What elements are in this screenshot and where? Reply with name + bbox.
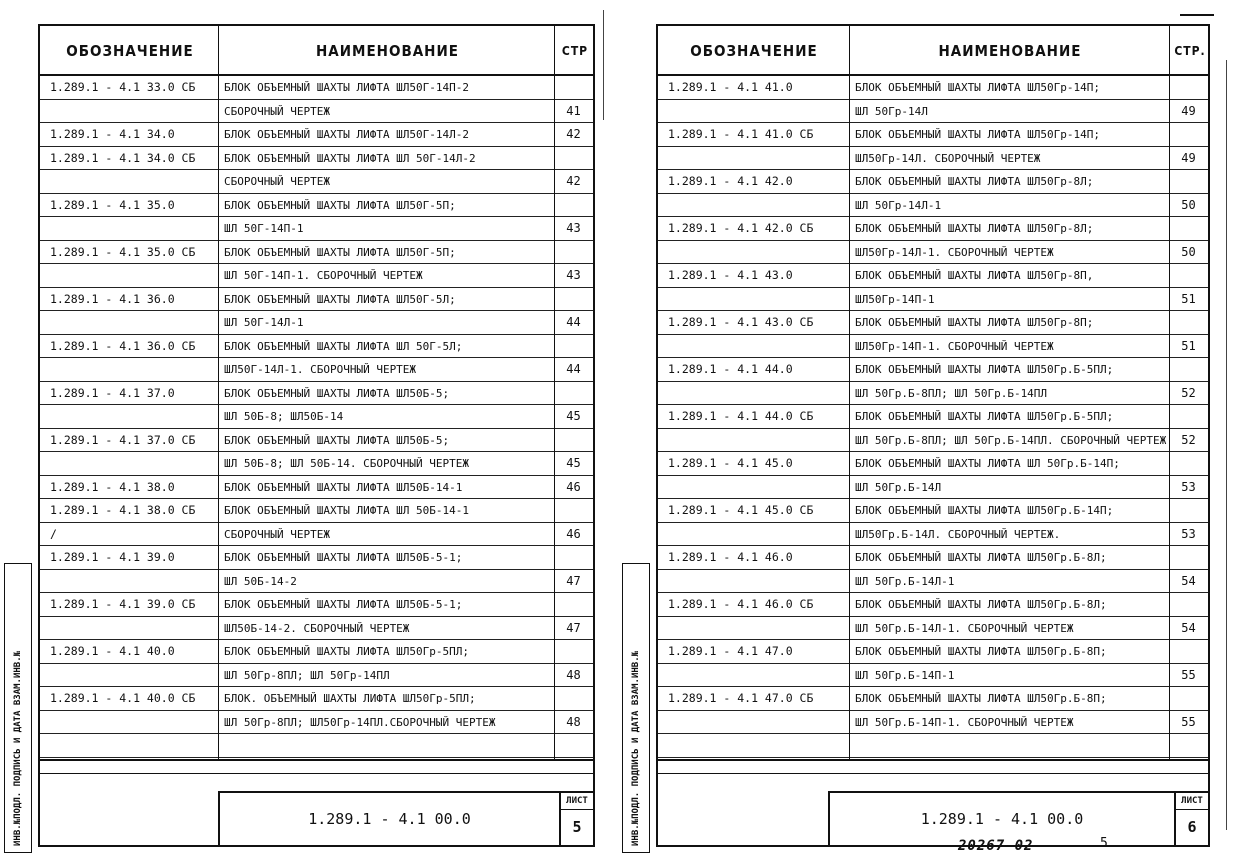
cell-page bbox=[1169, 76, 1208, 99]
cell-designation: 1.289.1 - 4.1 44.0 bbox=[668, 362, 793, 376]
cell-name: БЛОК ОБЪЕМНЫЙ ШАХТЫ ЛИФТА ШЛ50Гр-8П; bbox=[855, 316, 1094, 329]
title-block bbox=[40, 759, 593, 845]
table-row bbox=[658, 546, 1208, 570]
cell-page bbox=[1169, 358, 1208, 381]
title-block-sheet bbox=[559, 791, 593, 845]
title-block-line bbox=[40, 773, 593, 774]
table-row bbox=[658, 311, 1208, 335]
table-row bbox=[40, 570, 593, 594]
cell-designation: 1.289.1 - 4.1 34.0 СБ bbox=[50, 150, 196, 165]
table-row bbox=[40, 405, 593, 429]
table-row bbox=[40, 335, 593, 359]
cell-page: 42 bbox=[566, 127, 581, 141]
table-row bbox=[40, 264, 593, 288]
cell-designation: 1.289.1 - 4.1 46.0 СБ bbox=[668, 597, 814, 611]
cell-page: 50 bbox=[1181, 197, 1196, 212]
archive-number: 20267-02 bbox=[958, 838, 1034, 854]
cell-page: 45 bbox=[566, 456, 581, 470]
cell-page: 53 bbox=[1181, 526, 1196, 541]
cell-name: СБОРОЧНЫЙ ЧЕРТЕЖ bbox=[224, 527, 330, 541]
cell-name: БЛОК ОБЪЕМНЫЙ ШАХТЫ ЛИФТА ШЛ50Гр.Б-14П; bbox=[855, 504, 1114, 517]
title-block-document: 1.289.1 - 4.1 00.0 bbox=[828, 791, 1174, 845]
table-row bbox=[658, 123, 1208, 147]
cell-designation: 1.289.1 - 4.1 35.0 СБ bbox=[50, 244, 196, 259]
table-row bbox=[658, 640, 1208, 664]
table-row bbox=[40, 358, 593, 382]
cell-page: 54 bbox=[1181, 573, 1196, 588]
title-block bbox=[658, 759, 1208, 845]
table-row bbox=[40, 523, 593, 547]
cell-page: 43 bbox=[566, 221, 581, 235]
cell-designation bbox=[658, 711, 849, 734]
cell-name: ШЛ 50Гр.Б-14П-1. СБОРОЧНЫЙ ЧЕРТЕЖ bbox=[855, 715, 1074, 729]
cell-page bbox=[554, 734, 593, 757]
cell-name: ШЛ 50Г-14П-1. СБОРОЧНЫЙ ЧЕРТЕЖ bbox=[224, 269, 423, 282]
table-row bbox=[658, 523, 1208, 547]
table-row bbox=[40, 217, 593, 241]
table-row bbox=[40, 76, 593, 100]
cell-page bbox=[554, 76, 593, 99]
cell-name: ШЛ 50Б-8; ШЛ 50Б-14. СБОРОЧНЫЙ ЧЕРТЕЖ bbox=[224, 457, 470, 470]
table-row bbox=[658, 147, 1208, 171]
cell-designation: 1.289.1 - 4.1 37.0 СБ bbox=[50, 432, 196, 447]
cell-name: БЛОК ОБЪЕМНЫЙ ШАХТЫ ЛИФТА ШЛ50Гр.Б-8Л; bbox=[855, 598, 1107, 611]
cell-designation bbox=[658, 382, 849, 405]
cell-designation: 1.289.1 - 4.1 39.0 СБ bbox=[50, 597, 196, 611]
title-block-line bbox=[658, 773, 1208, 774]
cell-name: БЛОК ОБЪЕМНЫЙ ШАХТЫ ЛИФТА ШЛ50Б-14-1 bbox=[224, 480, 463, 494]
table-row bbox=[40, 194, 593, 218]
cell-page bbox=[554, 640, 593, 663]
column-divider bbox=[218, 26, 219, 759]
cell-page: 55 bbox=[1181, 714, 1196, 729]
table-row bbox=[40, 241, 593, 265]
cell-name: СБОРОЧНЫЙ ЧЕРТЕЖ bbox=[224, 175, 330, 188]
cell-name: БЛОК. ОБЪЕМНЫЙ ШАХТЫ ЛИФТА ШЛ50Гр-5ПЛ; bbox=[224, 692, 476, 705]
cell-page: 46 bbox=[566, 526, 581, 541]
table-row bbox=[658, 405, 1208, 429]
cell-page bbox=[1169, 264, 1208, 287]
cell-designation: 1.289.1 - 4.1 33.0 СБ bbox=[50, 80, 196, 94]
cell-page bbox=[554, 241, 593, 264]
cell-name: ШЛ 50Г-14Л-1 bbox=[224, 316, 304, 329]
table-row bbox=[658, 76, 1208, 100]
side-stamp-left bbox=[4, 563, 32, 853]
archive-page: 5 bbox=[1100, 836, 1108, 851]
sheet-label: ЛИСТ bbox=[561, 793, 593, 810]
cell-page: 52 bbox=[1181, 432, 1196, 447]
cell-page: 49 bbox=[1181, 103, 1196, 118]
cell-name: ШЛ 50Гр.Б-14Л-1 bbox=[855, 574, 955, 588]
cell-name: БЛОК ОБЪЕМНЫЙ ШАХТЫ ЛИФТА ШЛ50Гр-5ПЛ; bbox=[224, 645, 470, 658]
column-divider bbox=[554, 26, 555, 759]
cell-designation: 1.289.1 - 4.1 40.0 bbox=[50, 644, 175, 658]
cell-name: БЛОК ОБЪЕМНЫЙ ШАХТЫ ЛИФТА ШЛ50Г-14Л-2 bbox=[224, 128, 470, 141]
table-row bbox=[40, 617, 593, 641]
cell-name: ШЛ50Гр-14П-1 bbox=[855, 292, 935, 306]
cell-name bbox=[218, 734, 554, 757]
cell-designation bbox=[40, 311, 218, 334]
cell-page bbox=[1169, 687, 1208, 710]
cell-name: БЛОК ОБЪЕМНЫЙ ШАХТЫ ЛИФТА ШЛ50Б-5; bbox=[224, 386, 450, 400]
cell-name: ШЛ 50Гр.Б-8ПЛ; ШЛ 50Гр.Б-14ПЛ bbox=[855, 386, 1048, 400]
cell-page: 47 bbox=[566, 573, 581, 588]
cell-page: 43 bbox=[566, 268, 581, 282]
cell-page bbox=[554, 194, 593, 217]
cell-designation: 1.289.1 - 4.1 43.0 bbox=[668, 268, 793, 282]
cell-designation bbox=[40, 405, 218, 428]
side-stamp-text: ИНВ.№ПОДЛ. ПОДПИСЬ И ДАТА ВЗАМ.ИНВ.№ bbox=[631, 650, 641, 846]
table-row bbox=[658, 194, 1208, 218]
cell-designation: 1.289.1 - 4.1 44.0 СБ bbox=[668, 409, 814, 423]
cell-designation: 1.289.1 - 4.1 41.0 СБ bbox=[668, 127, 814, 141]
cell-name: ШЛ 50Гр-14Л bbox=[855, 104, 928, 118]
cell-designation: 1.289.1 - 4.1 38.0 bbox=[50, 479, 175, 494]
cell-designation: 1.289.1 - 4.1 39.0 bbox=[50, 550, 175, 564]
table-header bbox=[658, 26, 1208, 76]
cell-page: 44 bbox=[566, 315, 581, 329]
table-row bbox=[658, 170, 1208, 194]
cell-page: 46 bbox=[566, 479, 581, 494]
table-header bbox=[40, 26, 593, 76]
cell-name: БЛОК ОБЪЕМНЫЙ ШАХТЫ ЛИФТА ШЛ 50Б-14-1 bbox=[224, 504, 470, 517]
table-row bbox=[40, 288, 593, 312]
cell-name: ШЛ 50Гр-8ПЛ; ШЛ 50Гр-14ПЛ bbox=[224, 668, 390, 682]
table-rows bbox=[40, 76, 593, 758]
cell-page bbox=[554, 288, 593, 311]
table-row bbox=[658, 429, 1208, 453]
cell-page: 42 bbox=[566, 174, 581, 188]
header-page: СТР. bbox=[1174, 44, 1206, 58]
cell-designation: 1.289.1 - 4.1 40.0 СБ bbox=[50, 691, 196, 705]
cell-designation: 1.289.1 - 4.1 45.0 СБ bbox=[668, 503, 814, 517]
cell-name: ШЛ50Гр-14Л. СБОРОЧНЫЙ ЧЕРТЕЖ bbox=[855, 151, 1041, 165]
table-row bbox=[40, 123, 593, 147]
table-row bbox=[40, 593, 593, 617]
table-row bbox=[658, 734, 1208, 758]
cell-page bbox=[1169, 640, 1208, 663]
table-row bbox=[40, 429, 593, 453]
title-block-sheet bbox=[1174, 791, 1208, 845]
table-row bbox=[658, 664, 1208, 688]
header-designation: ОБОЗНАЧЕНИЕ bbox=[66, 42, 194, 60]
cell-page bbox=[1169, 499, 1208, 522]
cell-designation: 1.289.1 - 4.1 47.0 bbox=[668, 644, 793, 658]
sheet-right bbox=[656, 24, 1210, 847]
cell-name: ШЛ 50Б-14-2 bbox=[224, 574, 297, 588]
cell-name: БЛОК ОБЪЕМНЫЙ ШАХТЫ ЛИФТА ШЛ50Г-5П; bbox=[224, 198, 456, 212]
cell-page bbox=[554, 687, 593, 710]
cell-page bbox=[1169, 593, 1208, 616]
table-row bbox=[40, 664, 593, 688]
cell-name: ШЛ 50Б-8; ШЛ50Б-14 bbox=[224, 410, 344, 423]
cell-designation bbox=[40, 264, 218, 287]
cell-name: БЛОК ОБЪЕМНЫЙ ШАХТЫ ЛИФТА ШЛ50Б-5-1; bbox=[224, 551, 463, 564]
cell-designation: 1.289.1 - 4.1 47.0 СБ bbox=[668, 691, 814, 705]
cell-page: 47 bbox=[566, 620, 581, 635]
cell-page bbox=[554, 429, 593, 452]
cell-page bbox=[1169, 452, 1208, 475]
table-row bbox=[658, 335, 1208, 359]
table-row bbox=[658, 570, 1208, 594]
cell-name: БЛОК ОБЪЕМНЫЙ ШАХТЫ ЛИФТА ШЛ50Б-5-1; bbox=[224, 598, 463, 611]
column-divider bbox=[1169, 26, 1170, 759]
cell-designation bbox=[658, 147, 849, 170]
cell-designation: 1.289.1 - 4.1 36.0 bbox=[50, 291, 175, 306]
cell-name: БЛОК ОБЪЕМНЫЙ ШАХТЫ ЛИФТА ШЛ50Гр-8П, bbox=[855, 269, 1094, 282]
cell-designation bbox=[658, 570, 849, 593]
cell-name: БЛОК ОБЪЕМНЫЙ ШАХТЫ ЛИФТА ШЛ50Г-14П-2 bbox=[224, 81, 470, 94]
cell-name: БЛОК ОБЪЕМНЫЙ ШАХТЫ ЛИФТА ШЛ50Гр-14П; bbox=[855, 128, 1101, 141]
table-row bbox=[40, 711, 593, 735]
corner-mark bbox=[1180, 14, 1214, 16]
cell-name: БЛОК ОБЪЕМНЫЙ ШАХТЫ ЛИФТА ШЛ50Гр.Б-8П; bbox=[855, 645, 1107, 658]
cell-name bbox=[849, 734, 1169, 757]
cell-name: БЛОК ОБЪЕМНЫЙ ШАХТЫ ЛИФТА ШЛ50Г-5П; bbox=[224, 245, 456, 259]
sheet-number: 6 bbox=[1187, 818, 1197, 836]
cell-name: ШЛ50Б-14-2. СБОРОЧНЫЙ ЧЕРТЕЖ bbox=[224, 621, 410, 635]
cell-page: 52 bbox=[1181, 385, 1196, 400]
cell-name: БЛОК ОБЪЕМНЫЙ ШАХТЫ ЛИФТА ШЛ50Гр.Б-5ПЛ; bbox=[855, 363, 1114, 376]
cell-page: 54 bbox=[1181, 620, 1196, 635]
cell-page bbox=[1169, 311, 1208, 334]
table-row bbox=[658, 217, 1208, 241]
cell-page: 53 bbox=[1181, 479, 1196, 494]
table-row bbox=[658, 593, 1208, 617]
table-row bbox=[658, 358, 1208, 382]
header-page: СТР bbox=[561, 44, 589, 58]
cell-page: 49 bbox=[1181, 150, 1196, 165]
cell-page: 48 bbox=[566, 667, 581, 682]
cell-page: 51 bbox=[1181, 291, 1196, 306]
spec-table-right bbox=[658, 26, 1208, 761]
cell-page: 51 bbox=[1181, 338, 1196, 353]
cell-name: ШЛ 50Гр.Б-8ПЛ; ШЛ 50Гр.Б-14ПЛ. СБОРОЧНЫЙ ЧЕРТЕЖ bbox=[855, 433, 1167, 447]
cell-name: СБОРОЧНЫЙ ЧЕРТЕЖ bbox=[224, 104, 330, 118]
table-row bbox=[658, 687, 1208, 711]
cell-designation bbox=[40, 217, 218, 240]
cell-designation bbox=[658, 429, 849, 452]
cell-page bbox=[554, 147, 593, 170]
cell-designation bbox=[40, 617, 218, 640]
cell-designation bbox=[658, 288, 849, 311]
table-row bbox=[658, 241, 1208, 265]
table-row bbox=[40, 170, 593, 194]
table-row bbox=[40, 640, 593, 664]
cell-designation bbox=[40, 664, 218, 687]
sheet-label: ЛИСТ bbox=[1176, 793, 1208, 810]
cell-designation: 1.289.1 - 4.1 45.0 bbox=[668, 456, 793, 470]
cell-designation bbox=[40, 358, 218, 381]
cell-page: 45 bbox=[566, 409, 581, 423]
table-row bbox=[40, 734, 593, 758]
cell-name: БЛОК ОБЪЕМНЫЙ ШАХТЫ ЛИФТА ШЛ50Гр-8Л; bbox=[855, 222, 1094, 235]
cell-name: БЛОК ОБЪЕМНЫЙ ШАХТЫ ЛИФТА ШЛ50Б-5; bbox=[224, 433, 450, 447]
cell-page bbox=[554, 335, 593, 358]
table-row bbox=[658, 617, 1208, 641]
cell-name: БЛОК ОБЪЕМНЫЙ ШАХТЫ ЛИФТА ШЛ50Гр.Б-8П; bbox=[855, 692, 1107, 705]
sheet-left bbox=[38, 24, 595, 847]
table-row bbox=[658, 288, 1208, 312]
table-row bbox=[658, 452, 1208, 476]
cell-designation bbox=[658, 476, 849, 499]
cell-page bbox=[554, 499, 593, 522]
cell-page bbox=[1169, 546, 1208, 569]
cell-designation bbox=[658, 100, 849, 123]
header-designation: ОБОЗНАЧЕНИЕ bbox=[690, 42, 818, 60]
table-row bbox=[658, 264, 1208, 288]
cell-designation: 1.289.1 - 4.1 34.0 bbox=[50, 127, 175, 141]
table-row bbox=[40, 147, 593, 171]
side-stamp-right bbox=[622, 563, 650, 853]
cell-page bbox=[1169, 734, 1208, 757]
table-row bbox=[40, 546, 593, 570]
table-row bbox=[40, 100, 593, 124]
cell-page bbox=[554, 546, 593, 569]
cell-name: ШЛ 50Гр.Б-14Л bbox=[855, 480, 942, 494]
table-row bbox=[40, 311, 593, 335]
table-row bbox=[40, 476, 593, 500]
cell-designation bbox=[40, 452, 218, 475]
cell-name: БЛОК ОБЪЕМНЫЙ ШАХТЫ ЛИФТА ШЛ50Гр-8Л; bbox=[855, 175, 1094, 188]
table-row bbox=[658, 499, 1208, 523]
cell-designation bbox=[40, 100, 218, 123]
cell-designation bbox=[40, 711, 218, 734]
cell-designation: 1.289.1 - 4.1 42.0 bbox=[668, 174, 793, 188]
cell-page bbox=[554, 382, 593, 405]
cell-name: БЛОК ОБЪЕМНЫЙ ШАХТЫ ЛИФТА ШЛ 50Г-5Л; bbox=[224, 339, 463, 353]
cell-designation bbox=[40, 170, 218, 193]
table-row bbox=[40, 687, 593, 711]
side-stamp-text: ИНВ.№ПОДЛ. ПОДПИСЬ И ДАТА ВЗАМ.ИНВ.№ bbox=[13, 650, 23, 846]
cell-name: БЛОК ОБЪЕМНЫЙ ШАХТЫ ЛИФТА ШЛ 50Г-14Л-2 bbox=[224, 151, 476, 165]
header-name: НАИМЕНОВАНИЕ bbox=[938, 42, 1082, 60]
table-row bbox=[40, 382, 593, 406]
header-name: НАИМЕНОВАНИЕ bbox=[316, 42, 459, 60]
cell-designation bbox=[658, 523, 849, 546]
scan-edge-line bbox=[603, 10, 604, 120]
cell-page bbox=[1169, 405, 1208, 428]
cell-designation: 1.289.1 - 4.1 38.0 СБ bbox=[50, 503, 196, 517]
table-rows bbox=[658, 76, 1208, 758]
cell-designation bbox=[658, 617, 849, 640]
cell-name: ШЛ 50Гр.Б-14П-1 bbox=[855, 668, 955, 682]
cell-name: ШЛ 50Г-14П-1 bbox=[224, 222, 304, 235]
table-row bbox=[40, 499, 593, 523]
cell-designation: 1.289.1 - 4.1 36.0 СБ bbox=[50, 338, 196, 353]
table-row bbox=[658, 100, 1208, 124]
cell-designation: 1.289.1 - 4.1 41.0 bbox=[668, 80, 793, 94]
cell-designation bbox=[658, 194, 849, 217]
cell-name: БЛОК ОБЪЕМНЫЙ ШАХТЫ ЛИФТА ШЛ 50Гр.Б-14П; bbox=[855, 457, 1120, 470]
table-row bbox=[40, 452, 593, 476]
cell-name: ШЛ50Гр-14Л-1. СБОРОЧНЫЙ ЧЕРТЕЖ bbox=[855, 245, 1054, 259]
cell-designation: 1.289.1 - 4.1 42.0 СБ bbox=[668, 221, 814, 235]
cell-name: ШЛ50Г-14Л-1. СБОРОЧНЫЙ ЧЕРТЕЖ bbox=[224, 363, 417, 376]
table-row bbox=[658, 476, 1208, 500]
cell-designation: / bbox=[50, 526, 57, 541]
cell-designation bbox=[658, 241, 849, 264]
cell-page bbox=[554, 593, 593, 616]
cell-page: 48 bbox=[566, 714, 581, 729]
cell-name: ШЛ50Гр.Б-14Л. СБОРОЧНЫЙ ЧЕРТЕЖ. bbox=[855, 527, 1061, 541]
cell-name: ШЛ 50Гр-14Л-1 bbox=[855, 198, 942, 212]
cell-page: 41 bbox=[566, 103, 581, 118]
cell-name: БЛОК ОБЪЕМНЫЙ ШАХТЫ ЛИФТА ШЛ50Гр-14П; bbox=[855, 81, 1101, 94]
scan-edge-line bbox=[1226, 60, 1227, 830]
spec-table-left bbox=[40, 26, 593, 761]
cell-page bbox=[1169, 217, 1208, 240]
cell-page: 44 bbox=[566, 362, 581, 376]
cell-name: БЛОК ОБЪЕМНЫЙ ШАХТЫ ЛИФТА ШЛ50Г-5Л; bbox=[224, 292, 456, 306]
cell-designation bbox=[40, 734, 218, 757]
table-row bbox=[658, 382, 1208, 406]
cell-page: 50 bbox=[1181, 244, 1196, 259]
cell-name: БЛОК ОБЪЕМНЫЙ ШАХТЫ ЛИФТА ШЛ50Гр.Б-8Л; bbox=[855, 551, 1107, 564]
cell-designation: 1.289.1 - 4.1 43.0 СБ bbox=[668, 315, 814, 329]
cell-designation bbox=[40, 570, 218, 593]
title-block-document: 1.289.1 - 4.1 00.0 bbox=[218, 791, 559, 845]
sheet-number: 5 bbox=[572, 818, 582, 836]
cell-designation: 1.289.1 - 4.1 35.0 bbox=[50, 197, 175, 212]
cell-page bbox=[1169, 170, 1208, 193]
cell-name: ШЛ50Гр-14П-1. СБОРОЧНЫЙ ЧЕРТЕЖ bbox=[855, 339, 1054, 353]
cell-designation: 1.289.1 - 4.1 46.0 bbox=[668, 550, 793, 564]
column-divider bbox=[849, 26, 850, 759]
table-row bbox=[658, 711, 1208, 735]
cell-page bbox=[1169, 123, 1208, 146]
cell-designation bbox=[658, 335, 849, 358]
cell-designation bbox=[658, 734, 849, 757]
cell-page: 55 bbox=[1181, 667, 1196, 682]
cell-name: ШЛ 50Гр-8ПЛ; ШЛ50Гр-14ПЛ.СБОРОЧНЫЙ ЧЕРТЕЖ bbox=[224, 715, 496, 729]
cell-designation bbox=[658, 664, 849, 687]
cell-name: БЛОК ОБЪЕМНЫЙ ШАХТЫ ЛИФТА ШЛ50Гр.Б-5ПЛ; bbox=[855, 410, 1114, 423]
cell-name: ШЛ 50Гр.Б-14Л-1. СБОРОЧНЫЙ ЧЕРТЕЖ bbox=[855, 621, 1074, 635]
cell-designation: 1.289.1 - 4.1 37.0 bbox=[50, 385, 175, 400]
